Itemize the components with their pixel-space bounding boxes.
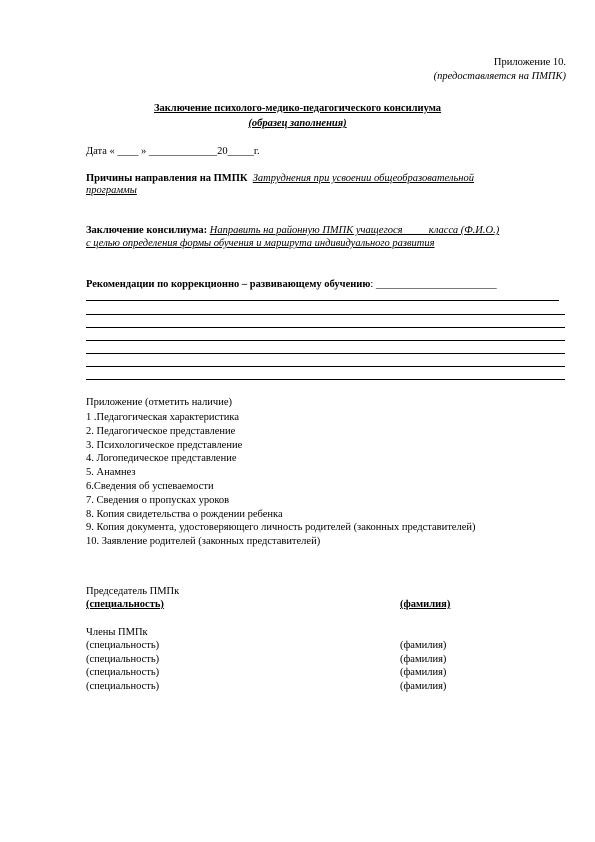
member-specialty[interactable]: (специальность) <box>86 640 160 651</box>
writing-line[interactable] <box>86 314 565 315</box>
writing-line[interactable] <box>86 340 565 341</box>
member-specialty[interactable]: (специальность) <box>86 667 160 678</box>
writing-line[interactable] <box>86 300 559 301</box>
member-surname[interactable]: (фамилия) <box>400 681 447 692</box>
reasons-value[interactable]: Затруднения при усвоении общеобразовательной <box>252 173 474 184</box>
member-surname[interactable]: (фамилия) <box>400 654 447 665</box>
list-item[interactable]: 1 .Педагогическая характеристика <box>86 412 239 423</box>
writing-line[interactable] <box>86 327 565 328</box>
recommendations-blank[interactable]: : _______________________ <box>370 279 497 290</box>
page-title: Заключение психолого-медико-педагогического консилиума <box>153 103 442 114</box>
writing-line[interactable] <box>86 353 565 354</box>
member-surname[interactable]: (фамилия) <box>400 640 447 651</box>
member-specialty[interactable]: (специальность) <box>86 681 160 692</box>
reasons-value-cont[interactable]: программы <box>86 185 137 196</box>
list-item[interactable]: 8. Копия свидетельства о рождении ребенка <box>86 508 283 520</box>
list-item[interactable]: 2. Педагогическое представление <box>86 425 236 437</box>
conclusion-value-cont[interactable]: с целью определения формы обучения и маршрута индивидуального развития <box>86 238 435 249</box>
conclusion-row <box>86 225 499 236</box>
recommendations-label: Рекомендации по коррекционно – развивающему обучению <box>86 279 371 290</box>
conclusion-label: Заключение консилиума: <box>86 225 208 236</box>
date-field[interactable]: Дата « ____ » _____________20_____г. <box>86 146 260 157</box>
member-specialty[interactable]: (специальность) <box>86 654 160 665</box>
reasons-row <box>86 173 474 184</box>
list-item[interactable]: 5. Анамнез <box>86 467 136 479</box>
list-item[interactable]: 4. Логопедическое представление <box>86 453 237 465</box>
list-item[interactable]: 10. Заявление родителей (законных представителей) <box>86 536 321 548</box>
writing-line[interactable] <box>86 366 565 367</box>
chair-specialty[interactable]: (специальность) <box>86 599 164 610</box>
list-item[interactable]: 9. Копия документа, удостоверяющего личность родителей (законных представителей) <box>86 522 476 534</box>
member-surname[interactable]: (фамилия) <box>400 667 447 678</box>
attachments-heading: Приложение (отметить наличие) <box>86 397 232 408</box>
chair-surname[interactable]: (фамилия) <box>400 599 451 610</box>
recommendations-row <box>86 279 497 290</box>
appendix-note: (предоставляется на ПМПК) <box>433 71 566 82</box>
attachments-list <box>86 411 475 549</box>
reasons-label: Причины направления на ПМПК <box>86 173 248 184</box>
list-item[interactable]: 3. Психологическое представление <box>86 439 243 451</box>
chair-label: Председатель ПМПк <box>86 586 180 597</box>
conclusion-value[interactable]: Направить на районную ПМПК учащегося ____ класса (Ф.И.О.) <box>209 225 500 236</box>
writing-line[interactable] <box>86 379 565 380</box>
list-item[interactable]: 6.Сведения об успеваемости <box>86 480 214 492</box>
appendix-number: Приложение 10. <box>493 57 566 68</box>
page-subtitle: (образец заполнения) <box>248 118 347 129</box>
list-item[interactable]: 7. Сведения о пропусках уроков <box>86 494 230 506</box>
members-label: Члены ПМПк <box>86 627 148 638</box>
